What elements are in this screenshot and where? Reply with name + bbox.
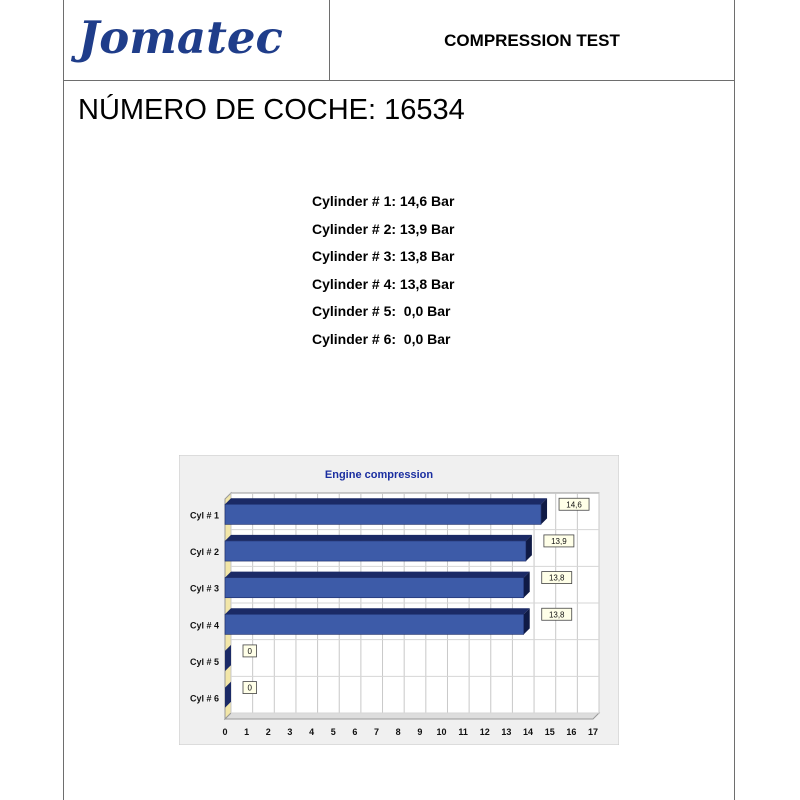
- y-tick-label: Cyl # 1: [189, 510, 219, 521]
- cylinder-readings: [312, 190, 454, 355]
- cylinder-reading-4: Cylinder # 4: 13,8 Bar: [312, 275, 455, 292]
- chart-title: Engine compression: [324, 469, 434, 481]
- x-tick-label: 15: [544, 727, 555, 737]
- x-tick-label: 6: [352, 727, 358, 737]
- x-tick-label: 4: [309, 727, 315, 737]
- data-label: 13,8: [548, 610, 565, 620]
- cylinder-reading-3: Cylinder # 3: 13,8 Bar: [312, 248, 455, 264]
- bar-front-face: [225, 578, 524, 598]
- bar-top-face: [225, 535, 532, 541]
- report-title: COMPRESSION TEST: [444, 30, 620, 50]
- x-tick-label: 3: [287, 727, 293, 737]
- cylinder-reading-6: Cylinder # 6: 0,0 Bar: [312, 330, 451, 347]
- bar-cyl-4: [225, 608, 572, 634]
- y-tick-label: Cyl # 5: [189, 657, 219, 667]
- plot-floor: [225, 713, 599, 719]
- data-label: 13,9: [551, 536, 567, 546]
- x-tick-label: 2: [265, 727, 271, 737]
- bar-cyl-2: [225, 535, 574, 561]
- bar-top-face: [225, 572, 530, 578]
- compression-chart-svg: [179, 455, 619, 745]
- bar-top-face: [225, 498, 547, 504]
- data-label: 13,8: [548, 573, 565, 583]
- bar-cyl-1: [225, 498, 589, 524]
- bar-front-face: [225, 614, 524, 634]
- data-label: 0: [247, 646, 252, 656]
- y-tick-label: Cyl # 3: [189, 583, 219, 594]
- y-tick-label: Cyl # 6: [189, 693, 219, 704]
- car-number: NÚMERO DE COCHE: 16534: [78, 94, 465, 126]
- x-tick-label: 12: [479, 727, 490, 737]
- y-tick-label: Cyl # 2: [189, 547, 219, 557]
- cylinder-reading-1: Cylinder # 1: 14,6 Bar: [312, 193, 455, 209]
- company-logo: Jomatec: [78, 11, 283, 64]
- cylinder-reading-2: Cylinder # 2: 13,9 Bar: [312, 220, 455, 237]
- x-tick-label: 1: [244, 727, 250, 737]
- x-tick-label: 7: [374, 727, 380, 737]
- x-tick-label: 0: [222, 727, 228, 737]
- y-tick-label: Cyl # 4: [189, 620, 219, 631]
- x-tick-label: 9: [417, 727, 423, 737]
- bar-front-face: [225, 504, 541, 524]
- cylinder-reading-5: Cylinder # 5: 0,0 Bar: [312, 303, 451, 319]
- bar-top-face: [225, 608, 530, 614]
- data-label: 14,6: [566, 500, 582, 510]
- x-tick-label: 13: [501, 727, 512, 737]
- bar-front-face: [225, 541, 526, 561]
- data-label: 0: [247, 683, 252, 693]
- x-tick-label: 10: [436, 727, 447, 737]
- compression-chart: [179, 455, 619, 750]
- bar-cyl-3: [225, 572, 572, 598]
- x-tick-label: 11: [458, 727, 468, 737]
- x-tick-label: 14: [523, 727, 534, 737]
- x-tick-label: 8: [395, 727, 401, 737]
- x-tick-label: 5: [330, 727, 336, 737]
- x-tick-label: 17: [587, 727, 599, 737]
- x-tick-label: 16: [566, 727, 577, 737]
- report-header: [64, 0, 734, 81]
